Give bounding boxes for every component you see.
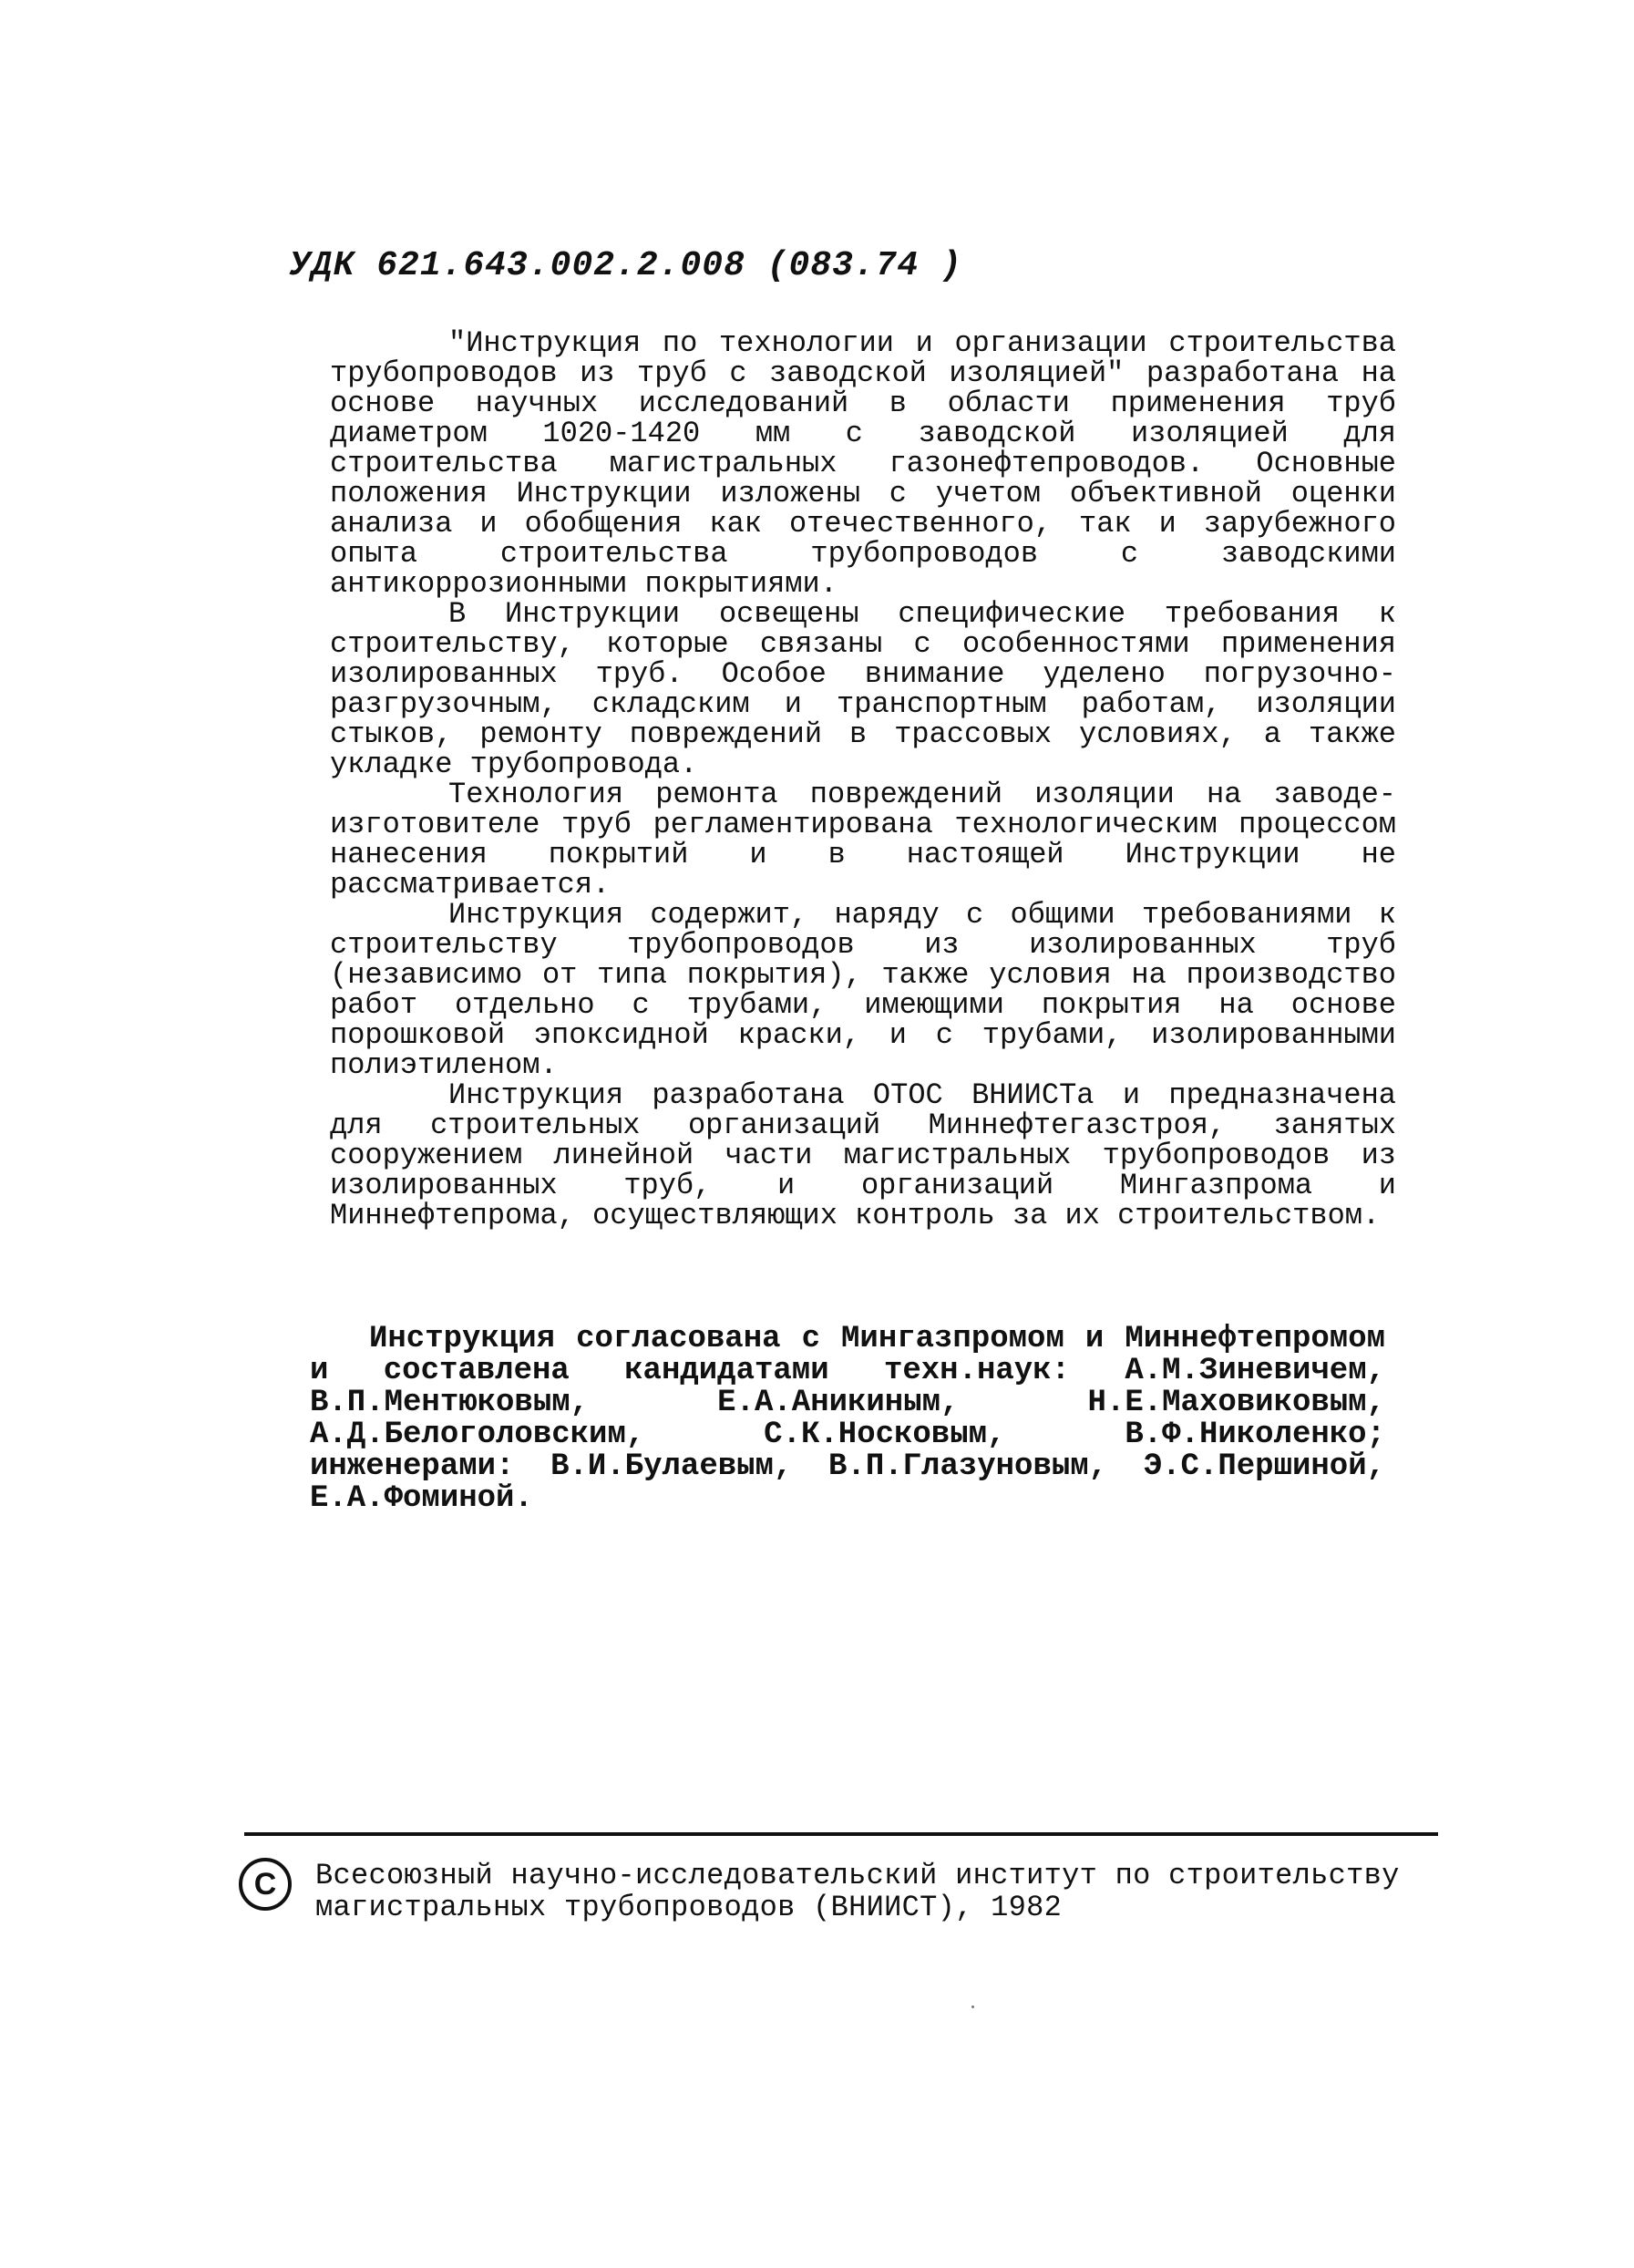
footer-divider	[244, 1832, 1438, 1836]
paragraph-contents: Инструкция содержит, наряду с общими требованиями к строительству трубопроводов из изолированных труб (независимо от типа покрытия), также условия на производство работ отдельно с трубами, имеющими покрытия на основе порошковой эпоксидной краски, и с трубами, изолированными полиэтиленом.	[330, 898, 1396, 1082]
paragraph-requirements: В Инструкции освещены специфические требования к строительству, которые связаны с особенностями применения изолированных труб. Особое внимание уделено погрузочно-разгрузочным, складским и транспортным работам, изоляции стыков, ремонту повреждений в трассовых условиях, а также укладке трубопровода.	[330, 597, 1396, 781]
copyright-notice: Всесоюзный научно-исследовательский институт по строительству магистральных трубопроводов (ВНИИСТ), 1982	[315, 1859, 1400, 1924]
paragraph-audience: Инструкция разработана ОТОС ВНИИСТа и предназначена для строительных организаций Миннефтегазстроя, занятых сооружением линейной части магистральных трубопроводов из изолированных труб, и организаций Мингазпрома и Миннефтепрома, осуществляющих контроль за их строительством.	[330, 1078, 1396, 1232]
copyright-icon: C	[239, 1858, 292, 1911]
annotation-body	[330, 328, 1396, 1231]
paragraph-intro: "Инструкция по технологии и организации строительства трубопроводов из труб с заводской изоляцией" разработана на основе научных исследований в области применения труб диаметром 1020-1420 мм с заводской изоляцией для строительства магистральных газонефтепроводов. Основные положения Инструкции изложены с учетом объективной оценки анализа и обобщения как отечественного, так и зарубежного опыта строительства трубопроводов с заводскими антикоррозионными покрытиями.	[330, 326, 1396, 601]
paragraph-repair-technology: Технология ремонта повреждений изоляции на заводе-изготовителе труб регламентирована технологическим процессом нанесения покрытий и в настоящей Инструкции не рассматривается.	[330, 778, 1396, 902]
scan-speck	[971, 2005, 974, 2008]
udk-code: УДК 621.643.002.2.008 (083.74 )	[290, 246, 962, 285]
agreement-authors: Инструкция согласована с Мингазпромом и Миннефтепромом и составлена кандидатами техн.наук: А.М.Зиневичем, В.П.Ментюковым, Е.А.Аникиным, Н.Е.Маховиковым, А.Д.Белоголовским, С.К.Носковым, В.Ф.Николенко; инженерами: В.И.Булаевым, В.П.Глазуновым, Э.С.Першиной, Е.А.Фоминой.	[310, 1322, 1385, 1516]
